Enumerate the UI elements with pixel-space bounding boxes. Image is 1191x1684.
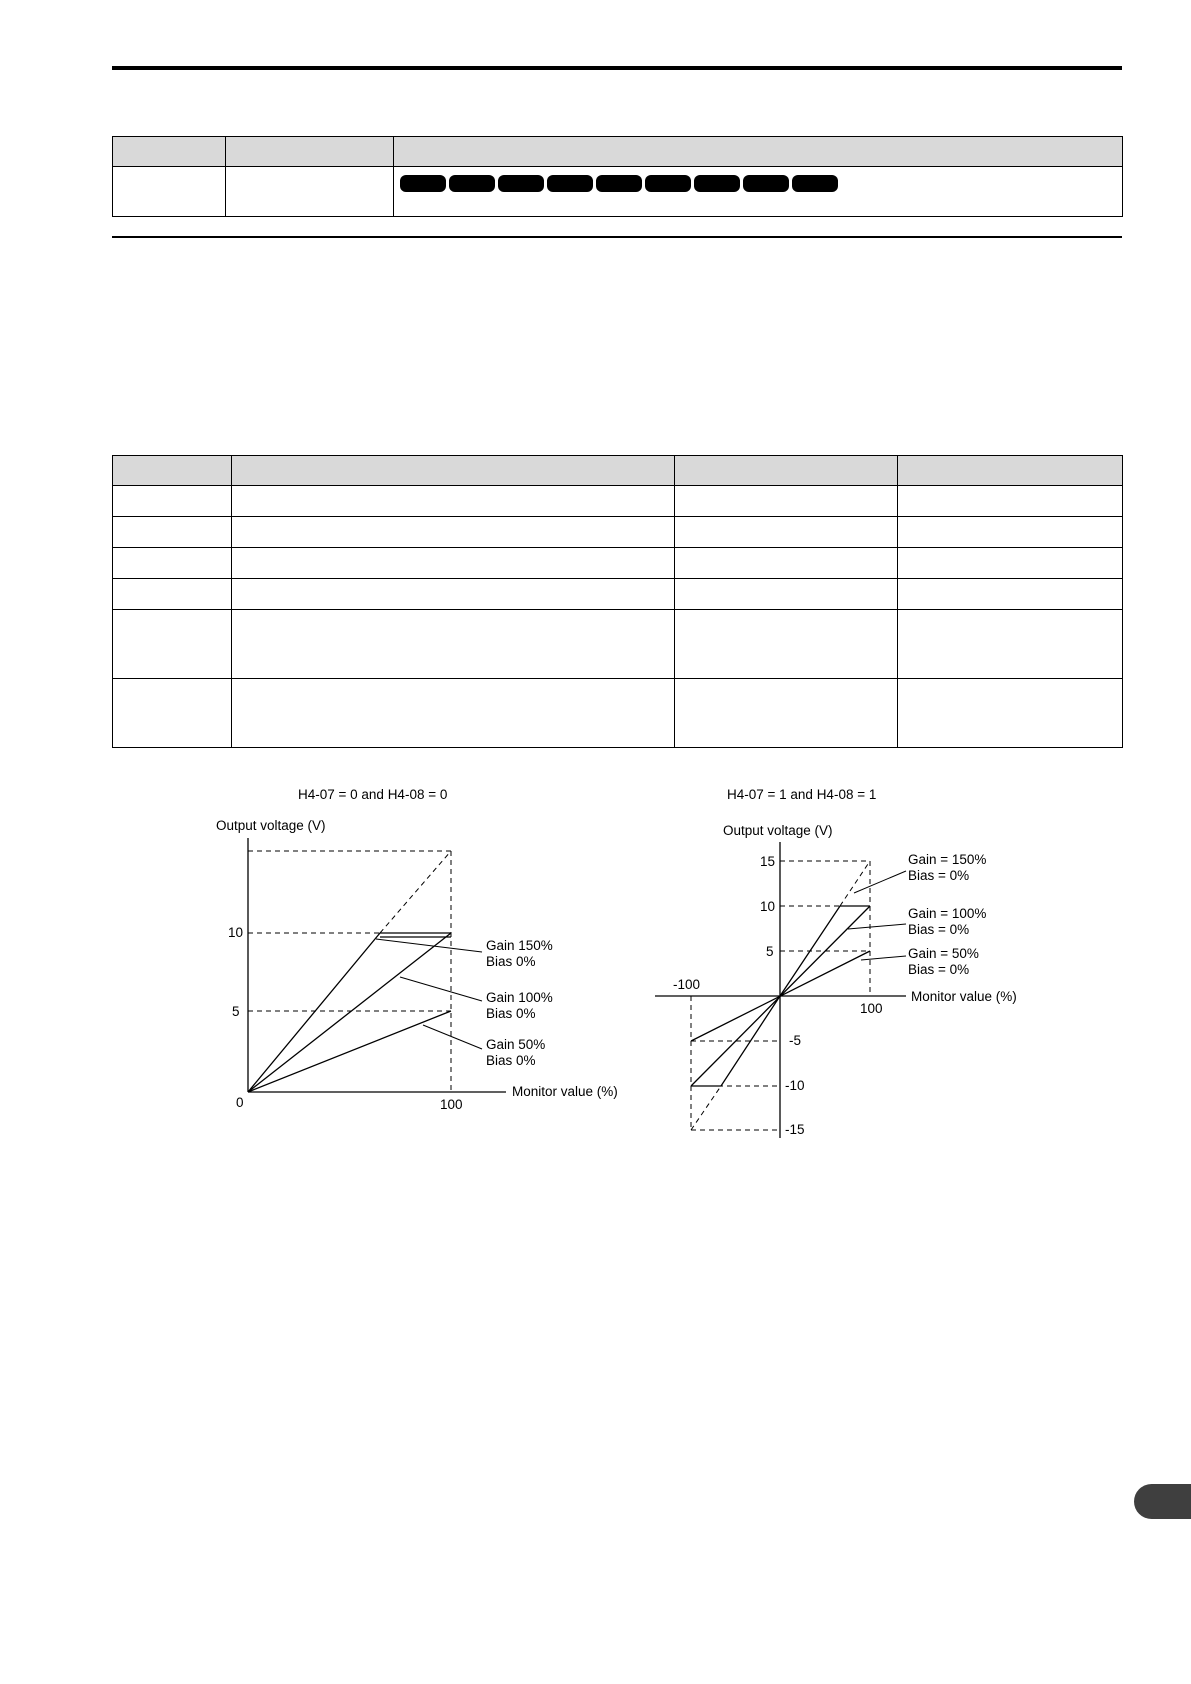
gain-50-label: Gain 50% (486, 1037, 546, 1052)
y-tick-10: 10 (760, 899, 776, 914)
gain-50-label: Gain = 50% (908, 946, 979, 961)
x-axis-label: Monitor value (%) (911, 989, 1017, 1004)
figure-left (216, 787, 618, 1112)
x-tick-100: 100 (440, 1097, 463, 1112)
leader-lines (848, 871, 906, 960)
gain-100-line (248, 933, 451, 1092)
bias-label: Bias = 0% (908, 962, 970, 977)
y-tick-5: 5 (232, 1004, 240, 1019)
figure-left-title: H4-07 = 0 and H4-08 = 0 (298, 787, 448, 802)
x-axis-label: Monitor value (%) (512, 1084, 618, 1099)
y-tick-15: 15 (760, 854, 776, 869)
y-tick-neg5: -5 (789, 1033, 802, 1048)
gain-curves (248, 933, 451, 1092)
gain-100-label: Gain = 100% (908, 906, 987, 921)
y-tick-5: 5 (766, 944, 774, 959)
y-axis-label: Output voltage (V) (723, 823, 833, 838)
x-tick-100: 100 (860, 1001, 883, 1016)
y-axis-label: Output voltage (V) (216, 818, 326, 833)
gain-150-label: Gain 150% (486, 938, 553, 953)
origin-label: 0 (236, 1095, 244, 1110)
bias-label: Bias = 0% (908, 868, 970, 883)
bias-label: Bias = 0% (908, 922, 970, 937)
gain-150-label: Gain = 150% (908, 852, 987, 867)
y-tick-10: 10 (228, 925, 244, 940)
chapter-tab (1134, 1484, 1191, 1519)
x-tick-neg100: -100 (673, 977, 701, 992)
figure-right-title: H4-07 = 1 and H4-08 = 1 (727, 787, 877, 802)
figure-right (655, 787, 1017, 1138)
leader-lines (376, 939, 482, 1049)
y-tick-neg10: -10 (785, 1078, 805, 1093)
bias-label: Bias 0% (486, 1053, 536, 1068)
y-tick-neg15: -15 (785, 1122, 805, 1137)
gain-100-label: Gain 100% (486, 990, 553, 1005)
bias-label: Bias 0% (486, 954, 536, 969)
gain-50-line (248, 1011, 451, 1092)
bias-label: Bias 0% (486, 1006, 536, 1021)
